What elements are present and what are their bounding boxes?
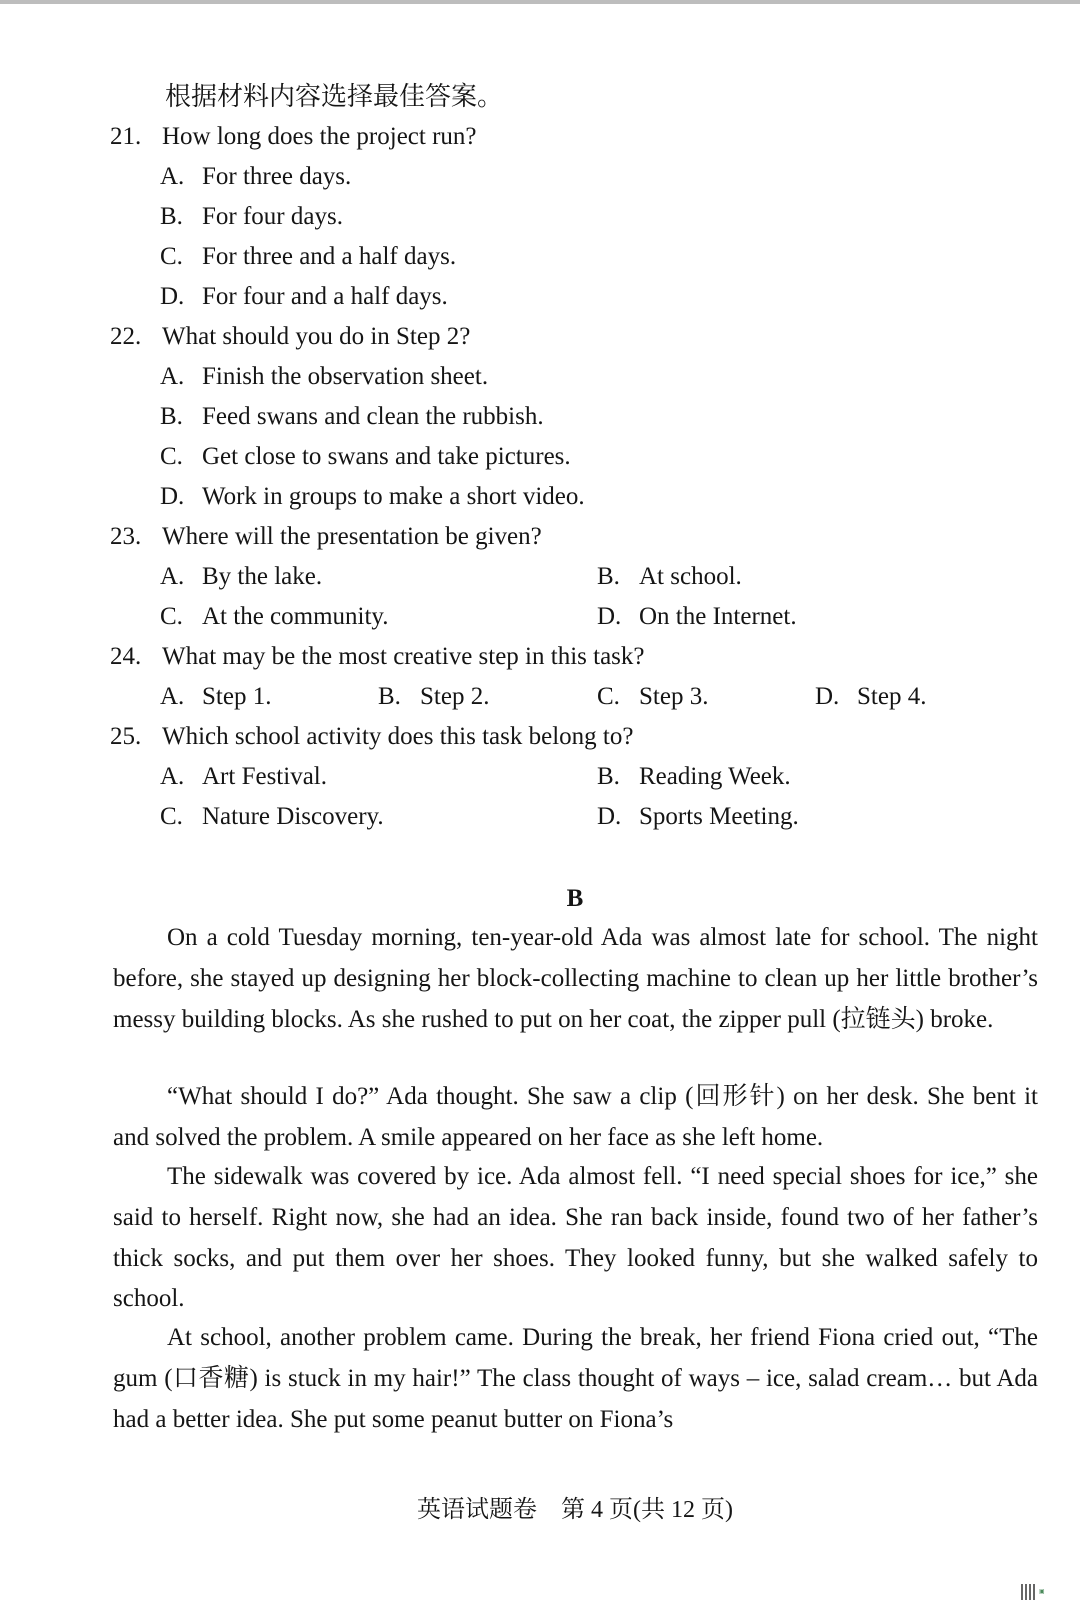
option-letter: A. bbox=[160, 683, 185, 710]
option-text: On the Internet. bbox=[639, 603, 797, 630]
option-23b bbox=[597, 562, 742, 592]
question-text: What should you do in Step 2? bbox=[162, 323, 471, 350]
option-letter: A. bbox=[160, 163, 185, 190]
question-number: 24. bbox=[110, 643, 142, 670]
question-25 bbox=[110, 722, 633, 752]
option-letter: D. bbox=[597, 603, 622, 630]
option-22a bbox=[160, 362, 488, 392]
passage-paragraph-3: The sidewalk was covered by ice. Ada almost fell. “I need special shoes for ice,” she said to herself. Right now, she had an idea. She ran back inside, found two of her father’s thick socks, and put them over her shoes. They looked funny, but she walked safely to school. bbox=[113, 1163, 1038, 1313]
question-text: Where will the presentation be given? bbox=[162, 523, 542, 550]
option-21a bbox=[160, 162, 351, 192]
option-text: Get close to swans and take pictures. bbox=[202, 443, 571, 470]
option-text: Work in groups to make a short video. bbox=[202, 483, 585, 510]
instruction-text: 根据材料内容选择最佳答案。 bbox=[165, 82, 504, 111]
option-text: At the community. bbox=[202, 603, 389, 630]
question-number: 22. bbox=[110, 323, 142, 350]
question-number: 23. bbox=[110, 523, 142, 550]
question-number: 25. bbox=[110, 723, 142, 750]
option-21d bbox=[160, 282, 448, 312]
page-footer: 英语试题卷 第 4 页(共 12 页) bbox=[417, 1497, 733, 1523]
option-text: For three days. bbox=[202, 163, 352, 190]
top-edge-divider bbox=[0, 0, 1080, 4]
option-letter: A. bbox=[160, 763, 185, 790]
option-letter: D. bbox=[815, 683, 840, 710]
option-22c bbox=[160, 442, 571, 472]
option-letter: C. bbox=[160, 803, 183, 830]
option-letter: B. bbox=[160, 203, 183, 230]
option-24d bbox=[815, 682, 926, 712]
option-letter: D. bbox=[160, 483, 185, 510]
question-text: What may be the most creative step in this task? bbox=[162, 643, 645, 670]
option-24c bbox=[597, 682, 708, 712]
option-text: Nature Discovery. bbox=[202, 803, 384, 830]
option-24b bbox=[378, 682, 489, 712]
option-25a bbox=[160, 762, 327, 792]
option-letter: B. bbox=[160, 403, 183, 430]
option-text: At school. bbox=[639, 563, 742, 590]
option-23d bbox=[597, 602, 797, 632]
option-21c bbox=[160, 242, 456, 272]
option-letter: B. bbox=[597, 763, 620, 790]
option-25c bbox=[160, 802, 384, 832]
option-text: Sports Meeting. bbox=[639, 803, 799, 830]
option-letter: B. bbox=[597, 563, 620, 590]
watermark-logo-icon: ▣ bbox=[1039, 1588, 1045, 1595]
option-letter: D. bbox=[160, 283, 185, 310]
passage-paragraph-1: On a cold Tuesday morning, ten-year-old Ada was almost late for school. The night before, she stayed up designing her block-collecting machine to clean up her little brother’s messy building blocks. As she rushed to put on her coat, the zipper pull (拉链头) broke. bbox=[113, 924, 1038, 1033]
option-letter: C. bbox=[160, 603, 183, 630]
question-22 bbox=[110, 322, 470, 352]
qr-code-icon bbox=[1021, 1584, 1037, 1600]
option-letter: D. bbox=[597, 803, 622, 830]
option-text: For three and a half days. bbox=[202, 243, 457, 270]
option-23c bbox=[160, 602, 389, 632]
option-letter: C. bbox=[160, 443, 183, 470]
option-letter: C. bbox=[597, 683, 620, 710]
option-text: Step 3. bbox=[639, 683, 709, 710]
option-letter: C. bbox=[160, 243, 183, 270]
question-21 bbox=[110, 122, 477, 152]
passage-paragraph-2: “What should I do?” Ada thought. She saw a clip (回形针) on her desk. She bent it and solved the problem. A smile appeared on her face as she left home. bbox=[113, 1083, 1038, 1151]
option-text: For four and a half days. bbox=[202, 283, 448, 310]
option-text: Step 2. bbox=[420, 683, 490, 710]
question-number: 21. bbox=[110, 123, 142, 150]
option-22b bbox=[160, 402, 544, 432]
option-text: Reading Week. bbox=[639, 763, 791, 790]
option-25b bbox=[597, 762, 791, 792]
section-heading: B bbox=[566, 885, 584, 912]
option-text: Step 1. bbox=[202, 683, 272, 710]
option-text: Finish the observation sheet. bbox=[202, 363, 489, 390]
option-letter: A. bbox=[160, 363, 185, 390]
option-text: By the lake. bbox=[202, 563, 323, 590]
option-25d bbox=[597, 802, 799, 832]
question-text: How long does the project run? bbox=[162, 123, 477, 150]
question-24 bbox=[110, 642, 645, 672]
option-text: For four days. bbox=[202, 203, 343, 230]
option-24a bbox=[160, 682, 271, 712]
question-23 bbox=[110, 522, 542, 552]
question-text: Which school activity does this task belong to? bbox=[162, 723, 634, 750]
option-letter: B. bbox=[378, 683, 401, 710]
option-23a bbox=[160, 562, 322, 592]
option-letter: A. bbox=[160, 563, 185, 590]
option-text: Feed swans and clean the rubbish. bbox=[202, 403, 544, 430]
option-text: Step 4. bbox=[857, 683, 927, 710]
passage-paragraph-4: At school, another problem came. During the break, her friend Fiona cried out, “The gum (口香糖) is stuck in my hair!” The class thought of ways – ice, salad cream… but Ada had a better idea. She put some peanut butter on Fiona’s bbox=[113, 1324, 1038, 1433]
option-21b bbox=[160, 202, 343, 232]
option-text: Art Festival. bbox=[202, 763, 327, 790]
option-22d bbox=[160, 482, 585, 512]
